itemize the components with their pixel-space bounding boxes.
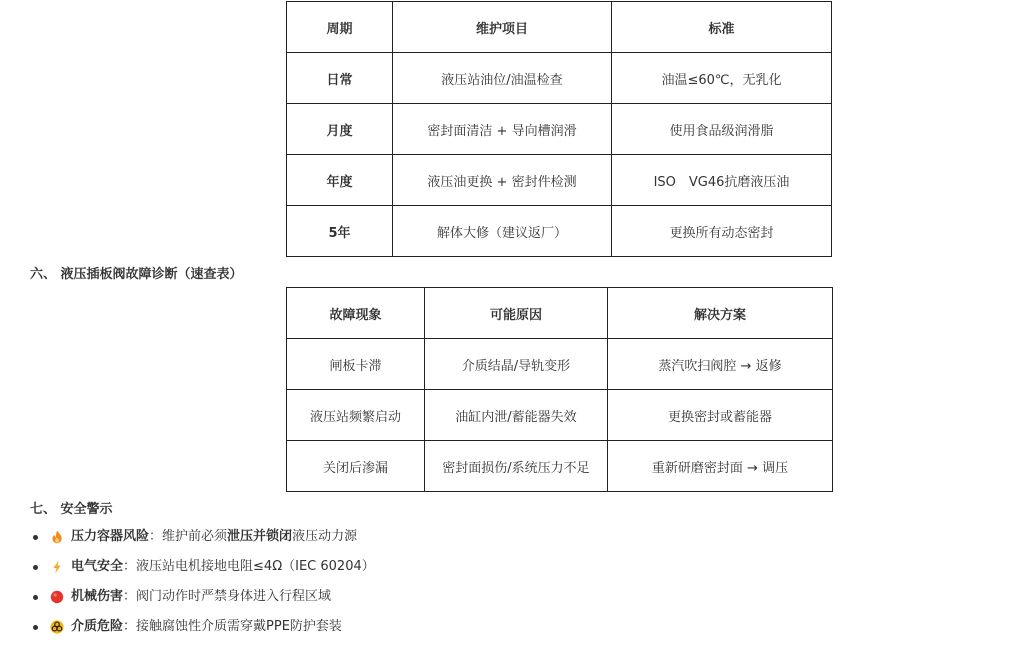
warning-text: 液压站电机接地电阻≤4Ω（IEC 60204） <box>136 559 375 574</box>
column-header: 可能原因 <box>425 288 608 339</box>
table-cell: 蒸汽吹扫阀腔 → 返修 <box>608 339 833 390</box>
bullet <box>33 625 38 630</box>
table-cell: 重新研磨密封面 → 调压 <box>608 441 833 492</box>
warning-text: 液压动力源 <box>292 529 358 544</box>
column-header: 维护项目 <box>393 2 612 53</box>
warning-title: 介质危险 <box>71 619 124 634</box>
table-cell: 油缸内泄/蓄能器失效 <box>425 390 608 441</box>
warning-separator: ： <box>149 529 163 544</box>
table-cell: 更换所有动态密封 <box>612 206 832 257</box>
table-row <box>287 104 832 155</box>
table-cell: 介质结晶/导轨变形 <box>425 339 608 390</box>
table-cell: 关闭后渗漏 <box>287 441 425 492</box>
column-header: 解决方案 <box>608 288 833 339</box>
fire-icon <box>50 530 64 544</box>
table-cell: ISO VG46抗磨液压油 <box>612 155 832 206</box>
table-cell: 液压站频繁启动 <box>287 390 425 441</box>
period-cell: 月度 <box>287 104 393 155</box>
warning-title: 机械伤害 <box>71 589 124 604</box>
warning-separator: ： <box>123 559 137 574</box>
column-header: 标准 <box>612 2 832 53</box>
section-heading: 六、 液压插板阀故障诊断（速查表） <box>30 267 243 282</box>
table-cell: 密封面清洁 + 导向槽润滑 <box>393 104 612 155</box>
bullet <box>33 595 38 600</box>
bullet <box>33 535 38 540</box>
period-cell: 年度 <box>287 155 393 206</box>
table-cell: 液压油更换 + 密封件检测 <box>393 155 612 206</box>
safety-warning-list <box>30 527 375 647</box>
table-row <box>287 155 832 206</box>
table-row <box>287 206 832 257</box>
table-row <box>287 53 832 104</box>
warning-text: 维护前必须 <box>162 529 228 544</box>
section-heading: 七、 安全警示 <box>30 502 113 517</box>
fault-diagnosis-table <box>286 287 833 492</box>
period-cell: 5年 <box>287 206 393 257</box>
period-cell: 日常 <box>287 53 393 104</box>
warning-text: 接触腐蚀性介质需穿戴PPE防护套装 <box>136 619 342 634</box>
list-item <box>30 527 375 557</box>
table-cell: 闸板卡滞 <box>287 339 425 390</box>
maintenance-table <box>286 1 832 257</box>
table-cell: 液压站油位/油温检查 <box>393 53 612 104</box>
table-cell: 密封面损伤/系统压力不足 <box>425 441 608 492</box>
bullet <box>33 565 38 570</box>
table-row <box>287 390 833 441</box>
table-row <box>287 441 833 492</box>
list-item <box>30 617 375 647</box>
table-cell: 解体大修（建议返厂） <box>393 206 612 257</box>
table-header-row <box>287 288 833 339</box>
list-item <box>30 587 375 617</box>
table-cell: 油温≤60℃，无乳化 <box>612 53 832 104</box>
stop-circle-icon <box>50 590 64 604</box>
column-header: 周期 <box>287 2 393 53</box>
warning-text: 阀门动作时严禁身体进入行程区域 <box>136 589 332 604</box>
warning-separator: ： <box>123 589 137 604</box>
table-cell: 使用食品级润滑脂 <box>612 104 832 155</box>
warning-title: 电气安全 <box>71 559 124 574</box>
table-row <box>287 339 833 390</box>
lightning-icon <box>50 560 64 574</box>
biohazard-icon <box>50 620 64 634</box>
warning-title: 压力容器风险 <box>71 529 150 544</box>
table-header-row <box>287 2 832 53</box>
warning-emphasis: 泄压并锁闭 <box>227 529 293 544</box>
warning-separator: ： <box>123 619 137 634</box>
table-cell: 更换密封或蓄能器 <box>608 390 833 441</box>
column-header: 故障现象 <box>287 288 425 339</box>
list-item <box>30 557 375 587</box>
